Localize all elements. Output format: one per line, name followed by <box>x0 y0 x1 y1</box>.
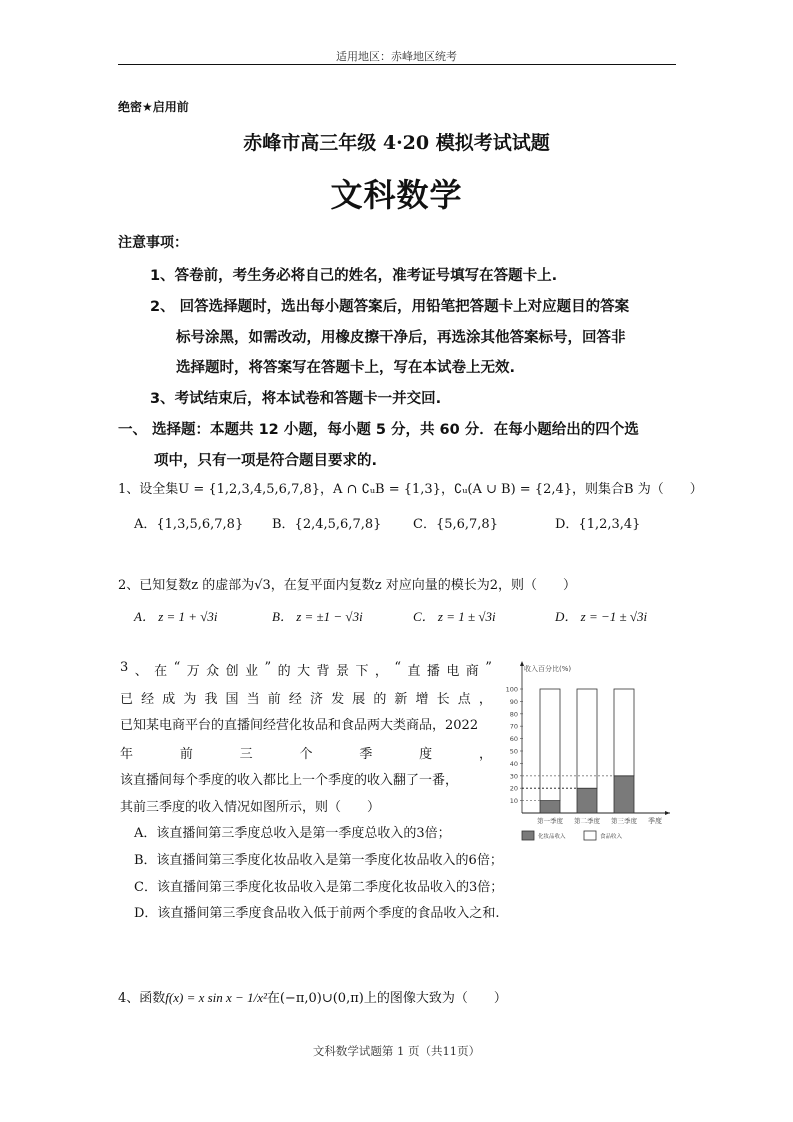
question-3-char: 众 <box>206 664 220 679</box>
question-3-char: 下 <box>355 664 369 679</box>
chart-y-tick-label: 100 <box>505 685 518 694</box>
question-3-char: ” <box>264 660 272 675</box>
chart-y-tick-label: 80 <box>509 710 518 719</box>
question-1-option-b: B．{2,4,5,6,7,8} <box>272 517 382 532</box>
chart-x-tick-label: 第三季度 <box>611 817 637 825</box>
chart-y-tick-label: 70 <box>509 722 518 731</box>
question-3-char: 三 <box>239 747 253 762</box>
question-3-char: “ <box>173 660 181 675</box>
chart-x-axis-arrow <box>665 811 670 815</box>
question-3-char: 国 <box>225 692 239 707</box>
question-3-line-6: 其前三季度的收入情况如图所示，则（ ） <box>120 800 381 815</box>
question-3-char: 发 <box>331 692 345 707</box>
exam-title: 赤峰市高三年级 4·20 模拟考试试题 <box>243 132 550 154</box>
confidential-label: 绝密★启用前 <box>118 100 189 114</box>
question-2-option-d: D． z = −1 ± √3i <box>555 609 648 624</box>
question-4-suffix: 在(−π,0)∪(0,π)上的图像大致为（ ） <box>266 991 507 1006</box>
question-3-char: 3 <box>120 660 129 675</box>
question-3-char: 前 <box>179 747 193 762</box>
question-3-char: 点 <box>457 692 471 707</box>
question-3-char: 前 <box>267 692 281 707</box>
question-3-char: 、 <box>134 664 148 679</box>
notice-item-2-cont2: 选择题时，将答案写在答题卡上，写在本试卷上无效. <box>176 360 516 376</box>
chart-y-tick-label: 30 <box>509 772 518 781</box>
question-3-char: 播 <box>426 664 440 679</box>
page-footer: 文科数学试题第 1 页（共11页） <box>312 1044 481 1058</box>
question-3-char: 直 <box>407 664 421 679</box>
question-3-line-5: 该直播间每个季度的收入都比上一个季度的收入翻了一番， <box>120 773 459 788</box>
question-3-char: ， <box>478 692 492 707</box>
question-3-option-d: D．该直播间第三季度食品收入低于前两个季度的食品收入之和. <box>134 906 500 921</box>
chart-y-tick-label: 90 <box>509 697 518 706</box>
question-3-char: 在 <box>154 664 168 679</box>
notice-item-2-cont: 标号涂黑，如需改动，用橡皮擦干净后，再选涂其他答案标号，回答非 <box>176 330 626 346</box>
question-3-line-1 <box>120 660 492 679</box>
question-1-option-d: D．{1,2,3,4} <box>555 517 641 532</box>
question-3-char: 成 <box>162 692 176 707</box>
chart-y-axis-label: 收入百分比(%) <box>524 665 572 673</box>
question-3-char: 展 <box>352 692 366 707</box>
section-heading-cont: 项中，只有一项是符合题目要求的. <box>154 453 378 469</box>
question-2-option-b: B． z = ±1 − √3i <box>272 609 363 624</box>
notice-item-1: 1、答卷前，考生务必将自己的姓名，准考证号填写在答题卡上. <box>150 268 558 284</box>
chart-legend-swatch <box>522 831 534 840</box>
page-header: 适用地区：赤峰地区统考 <box>336 50 457 63</box>
chart-legend-label: 食品收入 <box>600 834 623 840</box>
question-3-char: “ <box>394 660 401 675</box>
question-3-line-3: 已知某电商平台的直播间经营化妆品和食品两大类商品，2022 <box>120 718 479 733</box>
question-3-char: 的 <box>277 664 291 679</box>
question-3-char: 年 <box>120 747 134 762</box>
question-3-char: 景 <box>335 664 349 679</box>
question-2-stem: 2、已知复数z 的虚部为√3，在复平面内复数z 对应向量的模长为2，则（ ） <box>118 578 577 593</box>
question-3-line-2 <box>120 688 492 707</box>
chart-bar-food <box>577 689 597 788</box>
chart-legend-swatch <box>584 831 596 840</box>
chart-legend-label: 化妆品收入 <box>538 834 566 840</box>
question-3-char: ” <box>485 660 492 675</box>
question-3-option-b: B．该直播间第三季度化妆品收入是第一季度化妆品收入的6倍； <box>134 853 503 868</box>
chart-bar-cosmetics <box>540 801 560 813</box>
section-heading: 一、 选择题：本题共 12 小题，每小题 5 分，共 60 分．在每小题给出的四个选 <box>118 422 639 438</box>
question-3-char: 的 <box>373 692 387 707</box>
chart-y-tick-label: 10 <box>509 797 518 806</box>
question-3-char: 已 <box>120 692 134 707</box>
question-2-option-a: A． z = 1 + √3i <box>134 609 218 624</box>
chart-y-axis-arrow <box>520 661 524 666</box>
chart-y-tick-label: 40 <box>509 759 518 768</box>
question-1-stem: 1、设全集U = {1,2,3,4,5,6,7,8}，A ∩ ∁ᵤB = {1,3}，∁ᵤ(A ∪ B) = {2,4}，则集合B 为（ ） <box>118 482 703 497</box>
question-3-char: 背 <box>316 664 330 679</box>
question-3-char: 增 <box>415 692 429 707</box>
question-2-option-c: C． z = 1 ± √3i <box>413 609 496 624</box>
question-3-char: 业 <box>245 664 259 679</box>
income-chart <box>500 655 700 845</box>
question-3-char: ， <box>374 664 388 679</box>
chart-y-tick-label: 60 <box>509 735 518 744</box>
question-4-prefix: 4、函数 <box>118 991 166 1006</box>
chart-bar-cosmetics <box>614 776 634 813</box>
subject-title: 文科数学 <box>330 176 463 214</box>
notice-item-3: 3、考试结束后，将本试卷和答题卡一并交回. <box>150 391 442 407</box>
chart-y-tick-label: 20 <box>509 784 518 793</box>
chart-bar-food <box>614 689 634 776</box>
question-3-char: 个 <box>299 747 313 762</box>
notice-item-2: 2、 回答选择题时，选出每小题答案后，用铅笔把答题卡上对应题目的答案 <box>150 299 630 315</box>
chart-bar-food <box>540 689 560 801</box>
question-3-char: 经 <box>141 692 155 707</box>
question-3-char: 商 <box>465 664 479 679</box>
question-3-char: 经 <box>288 692 302 707</box>
chart-x-axis-label: 季度 <box>648 817 662 825</box>
question-4-stem <box>118 987 507 1006</box>
notice-heading: 注意事项： <box>118 235 188 251</box>
question-3-option-c: C．该直播间第三季度化妆品收入是第二季度化妆品收入的3倍； <box>134 880 504 895</box>
chart-x-tick-label: 第二季度 <box>574 817 600 825</box>
question-1-option-c: C．{5,6,7,8} <box>413 517 498 532</box>
header-rule <box>118 64 676 65</box>
question-3-char: 度 <box>419 747 433 762</box>
question-3-char: 当 <box>246 692 260 707</box>
question-1-option-a: A．{1,3,5,6,7,8} <box>134 517 244 532</box>
question-3-char: 季 <box>359 747 373 762</box>
question-3-char: 济 <box>309 692 323 707</box>
question-3-line-4 <box>120 743 492 762</box>
question-3-char: 长 <box>436 692 450 707</box>
question-3-char: 万 <box>186 664 200 679</box>
question-3-char: 为 <box>183 692 197 707</box>
chart-bar-cosmetics <box>577 788 597 813</box>
question-3-char: 新 <box>394 692 408 707</box>
question-3-char: 电 <box>446 664 460 679</box>
question-3-option-a: A．该直播间第三季度总收入是第一季度总收入的3倍； <box>134 826 451 841</box>
question-3-char: 大 <box>297 664 311 679</box>
question-3-char: ， <box>478 747 492 762</box>
question-3-char: 我 <box>204 692 218 707</box>
question-4-function: f(x) = x sin x − 1/x² <box>165 990 267 1005</box>
chart-y-tick-label: 50 <box>509 747 518 756</box>
question-3-char: 创 <box>225 664 239 679</box>
chart-x-tick-label: 第一季度 <box>537 817 563 825</box>
